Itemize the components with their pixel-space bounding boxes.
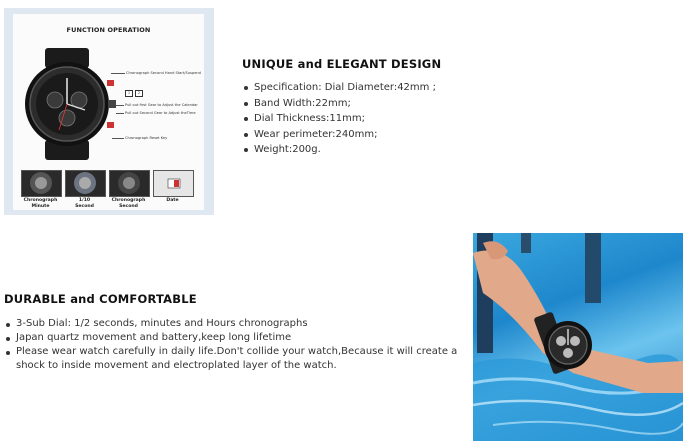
spec-item: Specification: Dial Diameter:42mm ;: [242, 80, 436, 96]
callout-line: [116, 113, 124, 114]
section-heading-durable: DURABLE and COMFORTABLE: [4, 292, 197, 306]
feature-item: 3-Sub Dial: 1/2 seconds, minutes and Hours chronographs: [4, 317, 474, 331]
gear-marker-1: 1: [125, 90, 133, 97]
gear-marker-2: 2: [135, 90, 143, 97]
callout-line: [112, 138, 124, 139]
thumbnail-date: [153, 170, 194, 197]
thumbnail-tenth-second: [65, 170, 106, 197]
thumbnail-chronograph-minute: [21, 170, 62, 197]
figure-title: FUNCTION OPERATION: [66, 26, 151, 34]
watch-illustration: [19, 48, 119, 160]
spec-item: Dial Thickness:11mm;: [242, 111, 436, 127]
thumbnail-label: Date: [166, 198, 179, 203]
callout-line: [111, 73, 125, 74]
callout-reset-key: Chronograph Reset Key: [125, 136, 168, 140]
section-heading-design: UNIQUE and ELEGANT DESIGN: [242, 57, 442, 71]
feature-list: [4, 317, 474, 373]
function-operation-figure: [4, 8, 214, 215]
pool-photo: [473, 233, 683, 441]
thumbnail-label: Chronograph Second: [111, 198, 146, 209]
callout-start-suspend: Chronograph Second Hand Start/Suspend: [126, 71, 201, 75]
callout-adjust-calendar: Pull out first Gear to Adjust the Calendar: [125, 103, 198, 107]
thumbnail-label: 1/10 Second: [75, 198, 94, 209]
feature-item: Japan quartz movement and battery,keep long lifetime: [4, 331, 474, 345]
callout-line: [116, 105, 124, 106]
spec-list: [242, 80, 436, 158]
function-operation-panel: [13, 14, 204, 210]
feature-item: Please wear watch carefully in daily life.Don't collide your watch,Because it will create a shock to inside movement and electroplated layer of the watch.: [4, 345, 474, 373]
spec-item: Weight:200g.: [242, 142, 436, 158]
thumbnail-label: Chronograph Minute: [23, 198, 58, 209]
thumbnail-chronograph-second: [109, 170, 150, 197]
spec-item: Band Width:22mm;: [242, 96, 436, 112]
callout-adjust-time: Pull out Second Gear to Adjust theTime: [125, 111, 196, 115]
spec-item: Wear perimeter:240mm;: [242, 127, 436, 143]
